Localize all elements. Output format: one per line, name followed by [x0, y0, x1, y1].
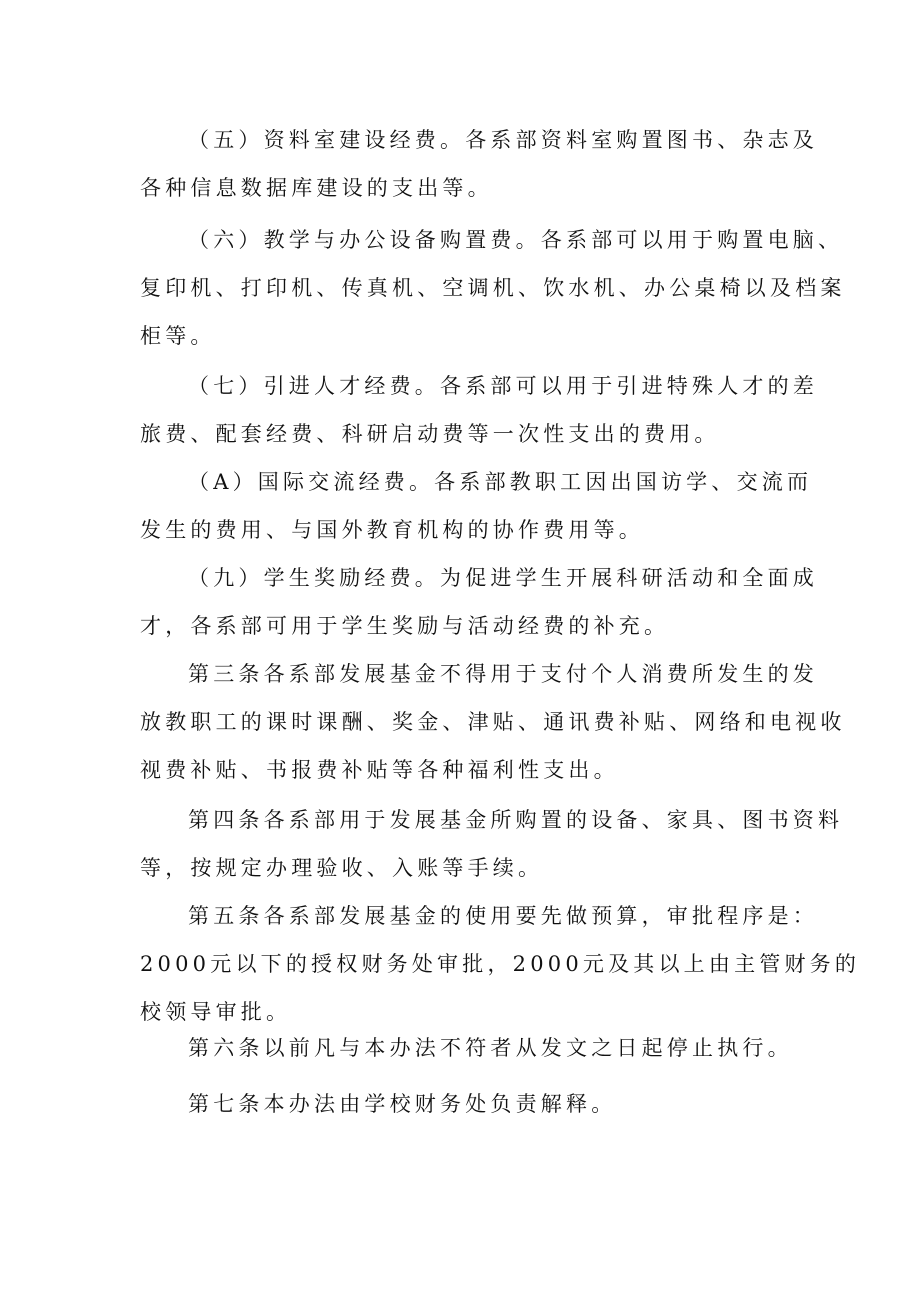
text-line: 等，按规定办理验收、入账等手续。 [140, 856, 544, 880]
paragraph-item-6 [140, 216, 846, 360]
paragraph-article-7 [140, 1080, 800, 1128]
text-line: 视费补贴、书报费补贴等各种福利性支出。 [140, 758, 619, 782]
text-line: 2000元以下的授权财务处审批，2000元及其以上由主管财务的 [140, 952, 861, 976]
text-line: 各种信息数据库建设的支出等。 [140, 176, 493, 200]
text-line: 第四条各系部用于发展基金所购置的设备、家具、图书资料 [188, 808, 844, 832]
text-line: 柜等。 [140, 324, 216, 348]
text-line: 第三条各系部发展基金不得用于支付个人消费所发生的发 [188, 662, 818, 686]
paragraph-item-8 [140, 458, 813, 554]
text-line: 发生的费用、与国外教育机构的协作费用等。 [140, 518, 644, 542]
paragraph-item-5 [140, 116, 818, 212]
paragraph-article-3 [140, 650, 846, 794]
paragraph-article-5 [140, 892, 861, 1036]
text-line: 才，各系部可用于学生奖励与活动经费的补充。 [140, 614, 670, 638]
text-line: （A）国际交流经费。各系部教职工因出国访学、交流而 [188, 470, 813, 494]
paragraph-article-6 [140, 1024, 800, 1072]
text-line: 第五条各系部发展基金的使用要先做预算，审批程序是： [188, 904, 818, 928]
text-line: 第七条本办法由学校财务处负责解释。 [188, 1092, 617, 1116]
text-line: 复印机、打印机、传真机、空调机、饮水机、办公桌椅以及档案 [140, 276, 846, 300]
text-line: 第六条以前凡与本办法不符者从发文之日起停止执行。 [188, 1036, 793, 1060]
text-line: （九）学生奖励经费。为促进学生开展科研活动和全面成 [188, 566, 818, 590]
text-line: （七）引进人才经费。各系部可以用于引进特殊人才的差 [188, 374, 818, 398]
text-line: （五）资料室建设经费。各系部资料室购置图书、杂志及 [188, 128, 818, 152]
paragraph-item-9 [140, 554, 818, 650]
text-line: 旅费、配套经费、科研启动费等一次性支出的费用。 [140, 422, 720, 446]
paragraph-item-7 [140, 362, 818, 458]
text-line: （六）教学与办公设备购置费。各系部可以用于购置电脑、 [188, 228, 844, 252]
text-line: 校领导审批。 [140, 1000, 292, 1024]
text-line: 放教职工的课时课酬、奖金、津贴、通讯费补贴、网络和电视收 [140, 710, 846, 734]
paragraph-article-4 [140, 796, 844, 892]
